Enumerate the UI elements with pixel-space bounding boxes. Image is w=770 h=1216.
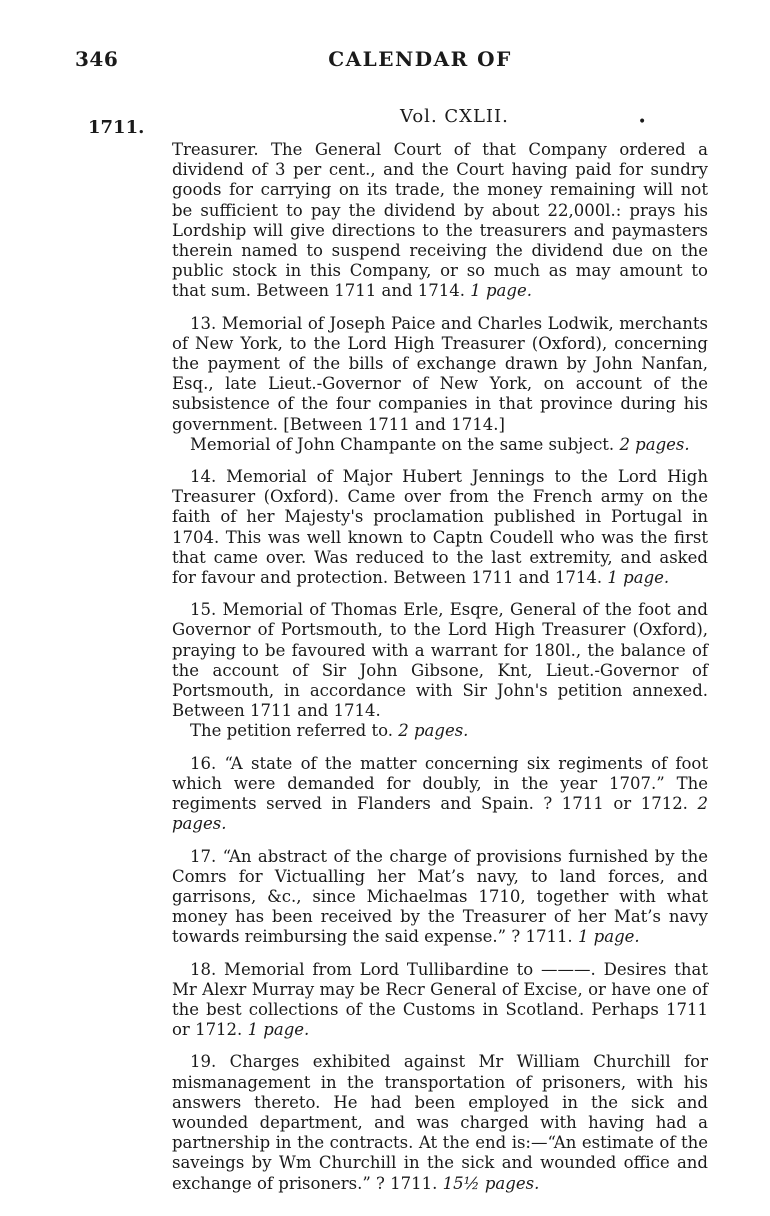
margin-year: 1711.: [88, 117, 145, 138]
entry-text: Treasurer. The General Court of that Company ordered a dividend of 3 per cent., and the Court having paid for sundry goods for carrying on its trade, the money remaining will not be sufficient to pay the dividend by about 22,000l.: prays his Lordship will give directions to the treasurers and paymasters therein named to suspend receiving the dividend due on the public stock in this Company, or so much as may amount to that sum. Between 1711 and 1714.: [172, 140, 708, 301]
entry-follow-text: The petition referred to.: [190, 721, 393, 741]
entry-text: 18. Memorial from Lord Tullibardine to ———. Desires that Mr Alexr Murray may be Recr General of Excise, or have one of the best collections of the Customs in Scotland. Perhaps 1711 or 1712.: [172, 959, 708, 1040]
entry-pages: 2 pages.: [619, 434, 690, 454]
entry-14: [172, 467, 708, 588]
running-title: CALENDAR OF: [328, 47, 512, 71]
calendar-entries: [172, 140, 708, 1194]
entry-text: 13. Memorial of Joseph Paice and Charles Lodwik, merchants of New York, to the Lord High Treasurer (Oxford), concerning the payment of the bills of exchange drawn by John Nanfan, Esq., late Lieut.-Governor of New York, on account of the subsistence of the four companies in that province during his government. [Between 1711 and 1714.]: [172, 313, 708, 434]
volume-heading: Vol. CXLII.: [400, 106, 509, 127]
entry-text: 14. Memorial of Major Hubert Jennings to the Lord High Treasurer (Oxford). Came over from the French army on the faith of her Majesty's proclamation published in Portugal in 1704. This was well known to Captn Coudell who was the first that came over. Was reduced to the last extremity, and asked for favour and protection. Between 1711 and 1714.: [172, 467, 708, 588]
entry-text: 17. “An abstract of the charge of provisions furnished by the Comrs for Victualling her Mat’s navy, to land forces, and garrisons, &c., since Michaelmas 1710, together with what money has been received by the Treasurer of her Mat’s navy towards reimbursing the said expense.” ? 1711.: [172, 846, 708, 947]
entry-text: 16. “A state of the matter concerning six regiments of foot which were demanded for doubly, in the year 1707.” The regiments served in Flanders and Spain. ? 1711 or 1712.: [172, 753, 708, 814]
entry-pages: 1 page.: [577, 927, 640, 947]
page-number: 346: [75, 47, 119, 71]
entry-follow-text: Memorial of John Champante on the same subject.: [190, 434, 615, 454]
entry-13: [172, 314, 708, 435]
entry-19: [172, 1052, 708, 1193]
entry-15: [172, 600, 708, 721]
entry-pages: 1 page.: [470, 281, 532, 301]
entry-text: 15. Memorial of Thomas Erle, Esqre, General of the foot and Governor of Portsmouth, to the Lord High Treasurer (Oxford), praying to be favoured with a warrant for 180l., the balance of the account of Sir John Gibsone, Knt, Lieut.-Governor of Portsmouth, in accordance with Sir John's petition annexed. Between 1711 and 1714.: [172, 600, 708, 721]
stray-mark: •: [638, 114, 647, 130]
entry-15-follow: [172, 721, 708, 741]
entry-pages: 15½ pages.: [442, 1173, 540, 1193]
entry-12-continuation: [172, 140, 708, 302]
entry-pages: 2 pages.: [398, 721, 469, 741]
entry-17: [172, 847, 708, 948]
entry-pages: 2 pages.: [172, 794, 708, 834]
entry-pages: 1 page.: [607, 568, 670, 588]
entry-pages: 1 page.: [247, 1020, 310, 1040]
entry-18: [172, 960, 708, 1041]
entry-text: 19. Charges exhibited against Mr William Churchill for mismanagement in the transportation of prisoners, with his answers thereto. He had been employed in the sick and wounded department, and was charged with having had a partnership in the contracts. At the end is:—“An estimate of the saveings by Wm Churchill in the sick and wounded office and exchange of prisoners.” ? 1711.: [172, 1052, 708, 1193]
entry-16: [172, 754, 708, 835]
entry-13-follow: [172, 435, 708, 455]
